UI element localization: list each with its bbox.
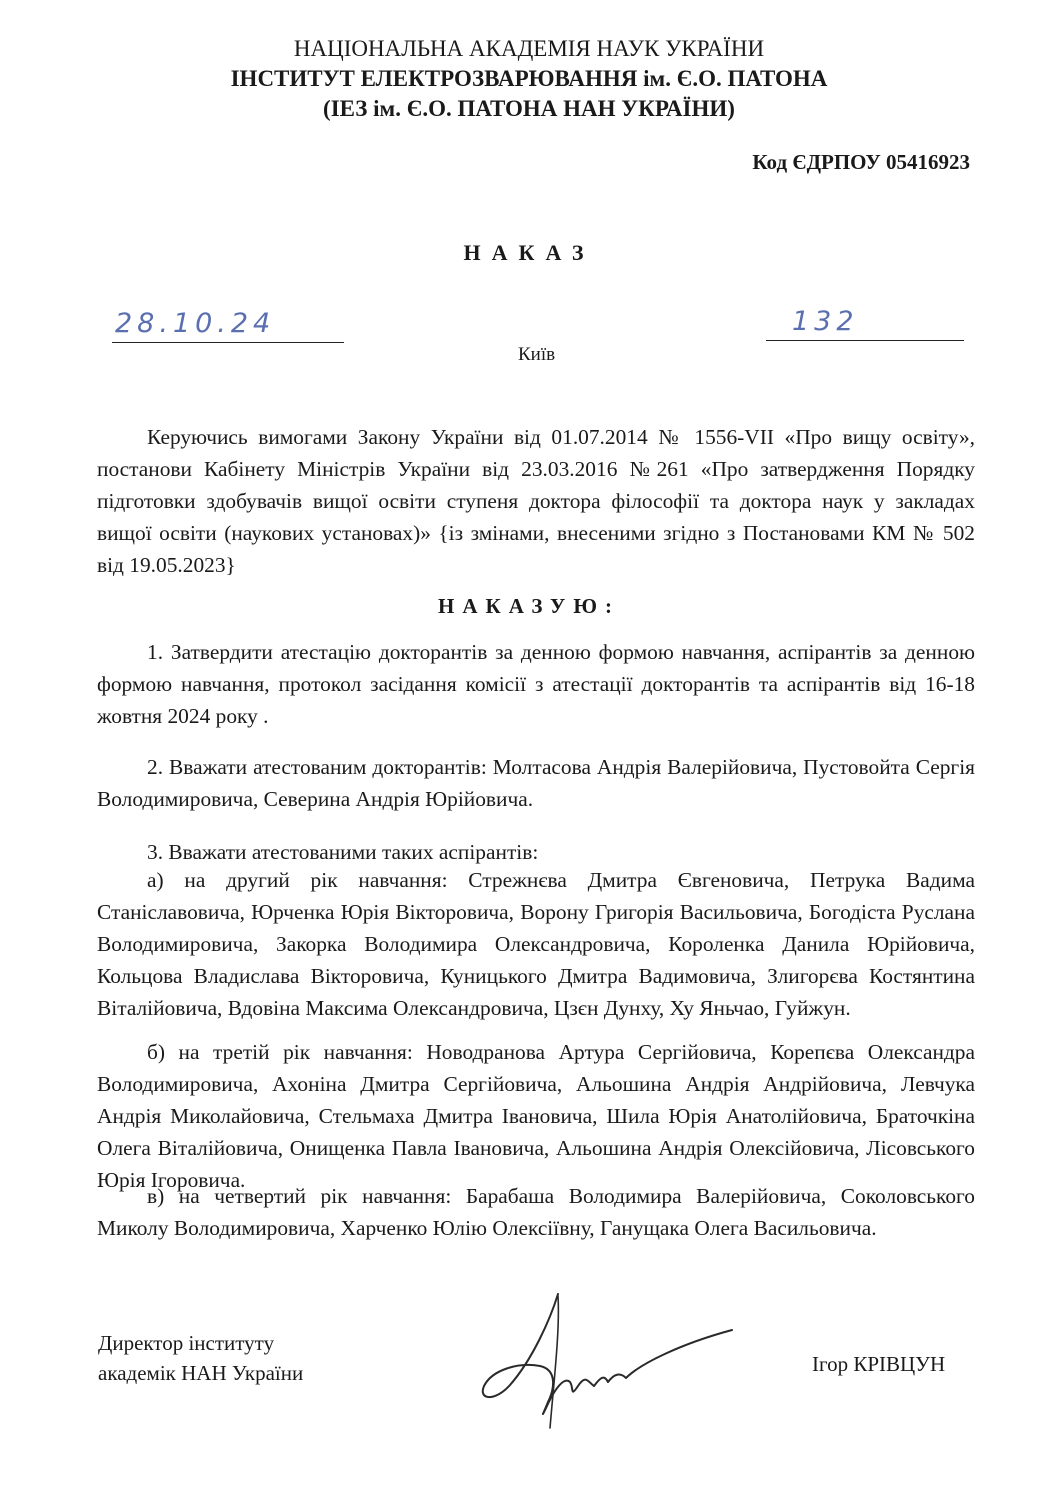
- order-item-3a: а) на другий рік навчання: Стрежнєва Дмитра Євгеновича, Петрука Вадима Станіславовича, Юрченка Юрія Вікторовича, Ворону Григорія Васильовича, Богодіста Руслана Володимировича, Закорка Володимира Олександровича, Короленка Данила Юрійовича, Кольцова Владислава Вікторовича, Куницького Дмитра Вадимовича, Злигорєва Костянтина Віталійовича, Вдовіна Максима Олександровича, Цзєн Дунху, Ху Яньчао, Гуйжун.: [97, 868, 975, 1020]
- preamble: Керуючись вимогами Закону України від 01.07.2014 № 1556-VII «Про вищу освіту», постанови Кабінету Міністрів України від 23.03.2016 №261 «Про затвердження Порядку підготовки здобувачів вищої освіти ступеня доктора філософії та доктора наук у закладах вищої освіти (наукових установах)» {із змінами, внесеними згідно з Постановами КМ № 502 від 19.05.2023}: [97, 425, 975, 577]
- order-word: НАКАЗУЮ:: [438, 594, 620, 618]
- document-title: НАКАЗ: [463, 240, 595, 265]
- order-item-3b: б) на третій рік навчання: Новодранова Артура Сергійовича, Корепєва Олександра Володимировича, Ахоніна Дмитра Сергійовича, Альошина Андрія Андрійовича, Левчука Андрія Миколайовича, Стельмаха Дмитра Івановича, Шила Юрія Анатолійовича, Браточкіна Олега Віталійовича, Онищенка Павла Івановича, Альошина Андрія Олексійовича, Лісовського Юрія Ігоровича.: [97, 1040, 975, 1192]
- order-item-3c: в) на четвертий рік навчання: Барабаша Володимира Валерійовича, Соколовського Миколу Володимировича, Харченко Юлію Олексіївну, Ганущака Олега Васильовича.: [97, 1184, 975, 1240]
- signatory-name: Ігор КРІВЦУН: [812, 1352, 946, 1376]
- handwritten-date: 28.10.24: [115, 308, 276, 339]
- order-item-3: 3. Вважати атестованими таких аспірантів:: [147, 840, 539, 864]
- signatory-position-line1: Директор інституту: [98, 1331, 275, 1355]
- edrpou-code: Код ЄДРПОУ 05416923: [752, 150, 970, 174]
- institute-abbreviation: (ІЕЗ ім. Є.О. ПАТОНА НАН УКРАЇНИ): [323, 96, 735, 121]
- signatory-position-line2: академік НАН України: [98, 1361, 304, 1385]
- number-underline: [766, 340, 964, 341]
- academy-name: НАЦІОНАЛЬНА АКАДЕМІЯ НАУК УКРАЇНИ: [293, 36, 765, 61]
- order-item-1: 1. Затвердити атестацію докторантів за денною формою навчання, аспірантів за денною формою навчання, протокол засідання комісії з атестації докторантів та аспірантів від 16-18 жовтня 2024 року .: [97, 640, 975, 728]
- handwritten-number: 132: [792, 306, 859, 337]
- city: Київ: [518, 344, 556, 365]
- institute-name: ІНСТИТУТ ЕЛЕКТРОЗВАРЮВАННЯ ім. Є.О. ПАТОНА: [230, 66, 828, 91]
- date-underline: [112, 342, 344, 343]
- signatory-position: [98, 1328, 303, 1388]
- order-item-2: 2. Вважати атестованим докторантів: Молтасова Андрія Валерійовича, Пустовойта Сергія Володимировича, Северина Андрія Юрійовича.: [97, 755, 975, 811]
- handwritten-signature: [470, 1290, 750, 1430]
